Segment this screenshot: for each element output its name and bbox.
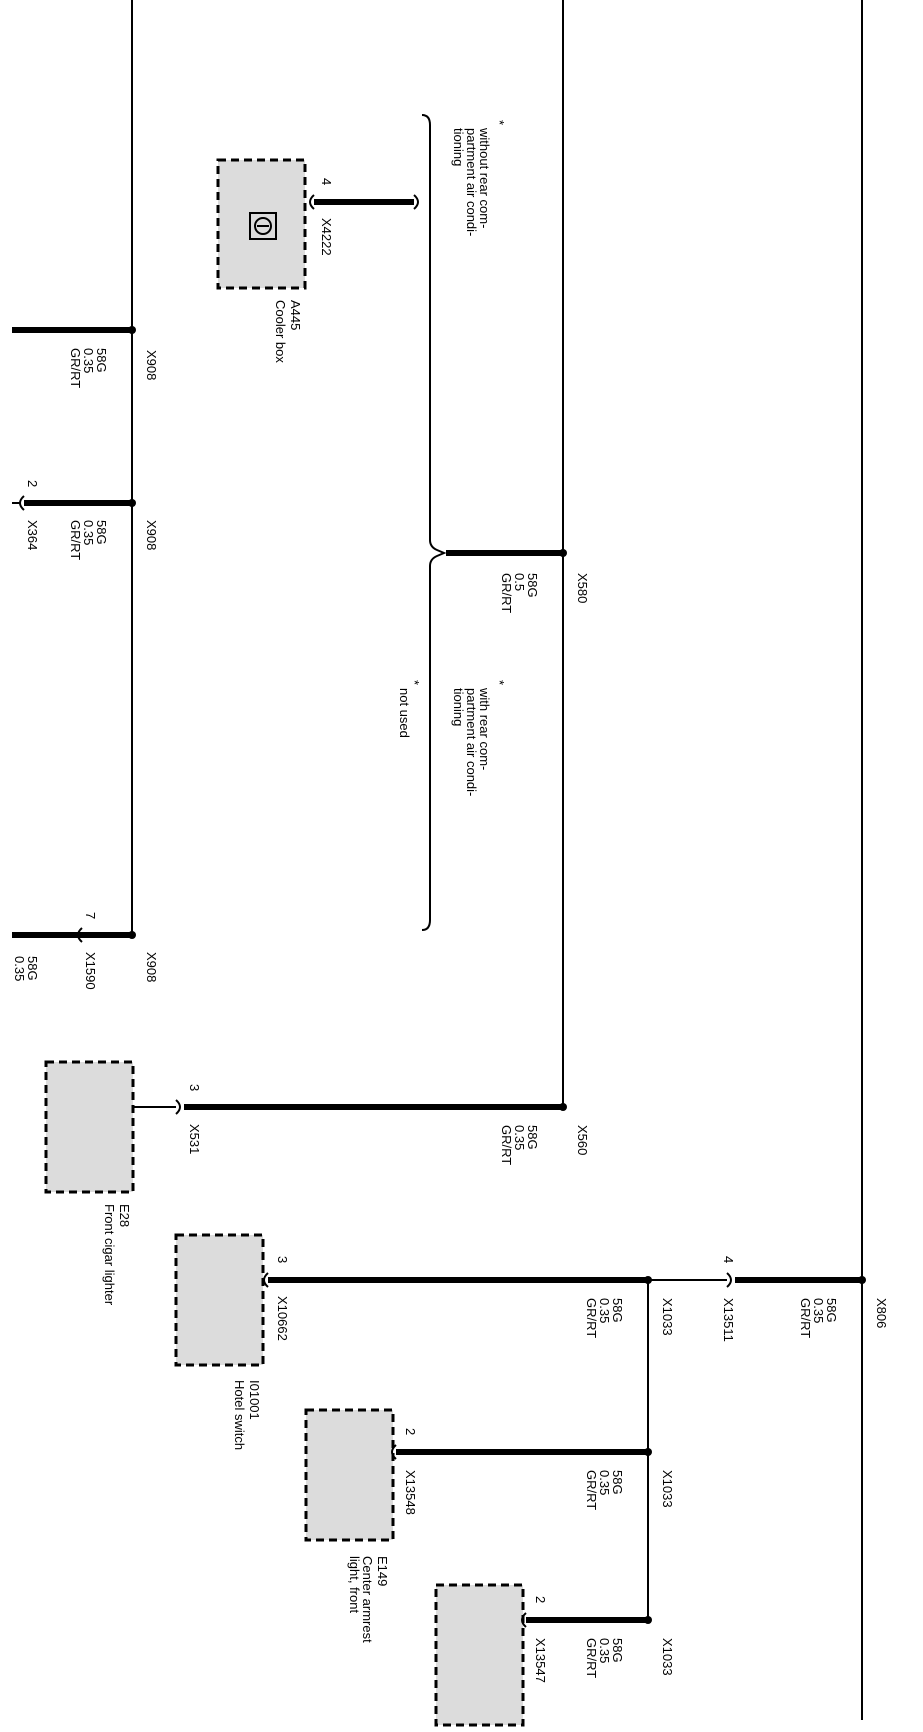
note-marker-with: * bbox=[492, 680, 507, 686]
node-x1033-mid bbox=[644, 1448, 652, 1456]
pin-x531: 3 bbox=[187, 1084, 202, 1092]
wire-color-x1033-bottom: GR/RT bbox=[584, 1638, 599, 1679]
component-id-i01001: I01001 bbox=[247, 1380, 262, 1420]
connector-label-x580: X580 bbox=[575, 573, 590, 604]
node-x580 bbox=[559, 549, 567, 557]
wire-code-x806: 58G bbox=[824, 1298, 839, 1323]
node-x908-bottom bbox=[128, 931, 136, 939]
component-e28-front-cigar-lighter bbox=[46, 1062, 133, 1192]
connector-label-x531: X531 bbox=[187, 1124, 202, 1155]
note-without-ac-line1: without rear com- bbox=[477, 128, 492, 229]
pin-x364: 2 bbox=[25, 480, 40, 488]
wire-code-x580: 58G bbox=[525, 573, 540, 598]
component-id-e28: E28 bbox=[117, 1204, 132, 1228]
component-name-e149-line2: light, front bbox=[347, 1556, 362, 1614]
wire-code-x560: 58G bbox=[525, 1125, 540, 1150]
pin-x10662: 3 bbox=[275, 1256, 290, 1264]
wire-color-x1033-top: GR/RT bbox=[584, 1298, 599, 1339]
wire-gauge-x806: 0.35 bbox=[811, 1298, 826, 1324]
node-x908-mid bbox=[128, 499, 136, 507]
note-with-ac-line3: tioning bbox=[451, 688, 466, 727]
wire-gauge-x1590: 0.35 bbox=[12, 956, 27, 982]
component-i01001-hotel-switch bbox=[176, 1235, 263, 1365]
wire-code-x1033-mid: 58G bbox=[610, 1470, 625, 1495]
connector-label-x908-mid: X908 bbox=[144, 520, 159, 551]
node-x1033-bottom bbox=[644, 1616, 652, 1624]
wire-gauge-x560: 0.35 bbox=[512, 1125, 527, 1151]
note-without-ac-line3: tioning bbox=[451, 128, 466, 167]
component-name-a445: Cooler box bbox=[273, 300, 288, 363]
connector-label-x10662: X10662 bbox=[275, 1296, 290, 1341]
connector-label-x364: X364 bbox=[25, 520, 40, 551]
wire-code-x1033-top: 58G bbox=[610, 1298, 625, 1323]
connector-label-x1033-top: X1033 bbox=[660, 1298, 675, 1336]
component-id-a445: A445 bbox=[288, 300, 303, 331]
note-not-used: not used bbox=[397, 688, 412, 738]
note-marker-not-used: * bbox=[407, 680, 422, 686]
wire-gauge-x1033-mid: 0.35 bbox=[597, 1470, 612, 1496]
component-name-i01001: Hotel switch bbox=[232, 1380, 247, 1451]
component-name-e149-line1: Center armrest bbox=[360, 1556, 375, 1643]
wire-gauge-x908-top: 0.35 bbox=[81, 348, 96, 374]
pin-x13511: 4 bbox=[721, 1256, 736, 1264]
pin-x13547: 2 bbox=[533, 1596, 548, 1604]
pin-x4222: 4 bbox=[319, 178, 334, 186]
wire-color-x1033-mid: GR/RT bbox=[584, 1470, 599, 1511]
wire-gauge-x1033-bottom: 0.35 bbox=[597, 1638, 612, 1664]
wire-gauge-x1033-top: 0.35 bbox=[597, 1298, 612, 1324]
wire-color-x908-top: GR/RT bbox=[68, 348, 83, 389]
node-x908-top bbox=[128, 326, 136, 334]
pin-x13548: 2 bbox=[403, 1428, 418, 1436]
connector-label-x13547: X13547 bbox=[533, 1638, 548, 1683]
connector-label-x560: X560 bbox=[575, 1125, 590, 1156]
connector-label-x908-bottom: X908 bbox=[144, 952, 159, 983]
wire-code-x908-top: 58G bbox=[94, 348, 109, 373]
node-x806 bbox=[858, 1276, 866, 1284]
component-x13547-device bbox=[436, 1585, 523, 1725]
wire-color-x580: GR/RT bbox=[499, 573, 514, 614]
component-name-e28: Front cigar lighter bbox=[102, 1204, 117, 1306]
brace-without-ac bbox=[422, 115, 444, 930]
connector-label-x1033-bottom: X1033 bbox=[660, 1638, 675, 1676]
connector-label-x4222: X4222 bbox=[319, 218, 334, 256]
connector-label-x13548: X13548 bbox=[403, 1470, 418, 1515]
node-x560 bbox=[559, 1103, 567, 1111]
note-with-ac-line1: with rear com- bbox=[477, 688, 492, 771]
connector-label-x1033-mid: X1033 bbox=[660, 1470, 675, 1508]
wire-code-x1590: 58G bbox=[25, 956, 40, 981]
wire-color-x560: GR/RT bbox=[499, 1125, 514, 1166]
connector-symbol-x10662 bbox=[264, 1273, 268, 1287]
wire-gauge-x908-mid: 0.35 bbox=[81, 520, 96, 546]
connector-label-x13511: X13511 bbox=[721, 1298, 736, 1342]
component-a445-cooler-box bbox=[218, 160, 305, 288]
wire-color-x806: GR/RT bbox=[798, 1298, 813, 1339]
component-e149-center-armrest-light bbox=[306, 1410, 393, 1540]
pin-x1590: 7 bbox=[83, 912, 98, 920]
connector-symbol-x531 bbox=[176, 1100, 180, 1114]
connector-symbol-x13511 bbox=[727, 1273, 731, 1287]
connector-symbol-x364 bbox=[12, 496, 24, 510]
connector-label-x806: X806 bbox=[874, 1298, 889, 1329]
note-marker-without: * bbox=[492, 120, 507, 126]
wire-code-x908-mid: 58G bbox=[94, 520, 109, 545]
wire-color-x908-mid: GR/RT bbox=[68, 520, 83, 561]
wire-code-x1033-bottom: 58G bbox=[610, 1638, 625, 1663]
connector-label-x908-top: X908 bbox=[144, 350, 159, 381]
note-without-ac-line2: partment air condi- bbox=[464, 128, 479, 237]
component-id-e149: E149 bbox=[375, 1556, 390, 1587]
note-with-ac-line2: partment air condi- bbox=[464, 688, 479, 797]
wire-gauge-x580: 0.5 bbox=[512, 573, 527, 592]
connector-label-x1590: X1590 bbox=[83, 952, 98, 990]
